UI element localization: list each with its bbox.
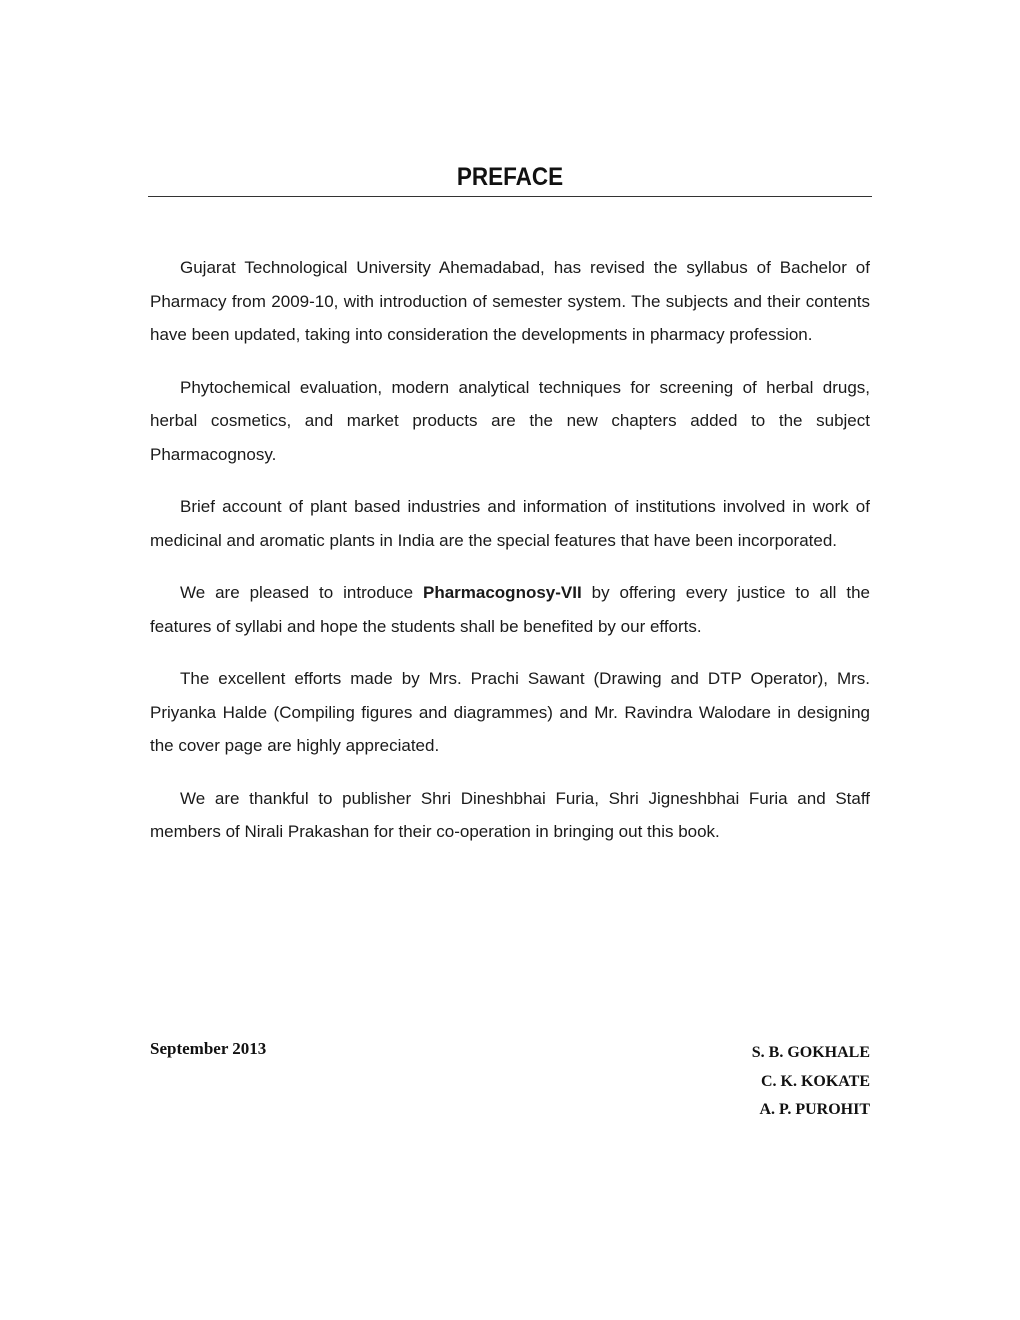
author-name: S. B. GOKHALE [751, 1044, 870, 1061]
paragraph-5: The excellent efforts made by Mrs. Prachi Sawant (Drawing and DTP Operator), Mrs. Priyanka Halde (Compiling figures and diagrammes) and Mr. Ravindra Walodare in designing the cover page are highly appreciated. [150, 669, 870, 755]
paragraph-4-after: by offering every justice to all the features of syllabi and hope the students shall be benefited by our efforts. [150, 583, 870, 636]
paragraph-3: Brief account of plant based industries and information of institutions involved in work of medicinal and aromatic plants in India are the special features that have been incorporated. [150, 497, 870, 550]
preface-body [150, 251, 870, 868]
paragraph-4-before: We are pleased to introduce [180, 583, 423, 602]
author-name: A. P. PUROHIT [759, 1101, 870, 1118]
paragraph-4 [150, 576, 870, 643]
paragraph-6: We are thankful to publisher Shri Dineshbhai Furia, Shri Jigneshbhai Furia and Staff members of Nirali Prakashan for their co-operation in bringing out this book. [150, 788, 870, 841]
preface-date: September 2013 [150, 1039, 267, 1058]
book-title-bold: Pharmacognosy-VII [422, 583, 582, 602]
paragraph-2: Phytochemical evaluation, modern analytical techniques for screening of herbal drugs, herbal cosmetics, and market products are the new chapters added to the subject Pharmacognosy. [150, 377, 870, 464]
title-divider [148, 196, 872, 197]
author-name: C. K. KOKATE [760, 1072, 870, 1090]
paragraph-1: Gujarat Technological University Ahemadabad, has revised the syllabus of Bachelor of Pharmacy from 2009-10, with introduction of semester system. The subjects and their contents have been updated, taking into consideration the developments in pharmacy profession. [150, 258, 870, 344]
author-list [752, 1039, 870, 1125]
page-title: PREFACE [456, 163, 564, 191]
